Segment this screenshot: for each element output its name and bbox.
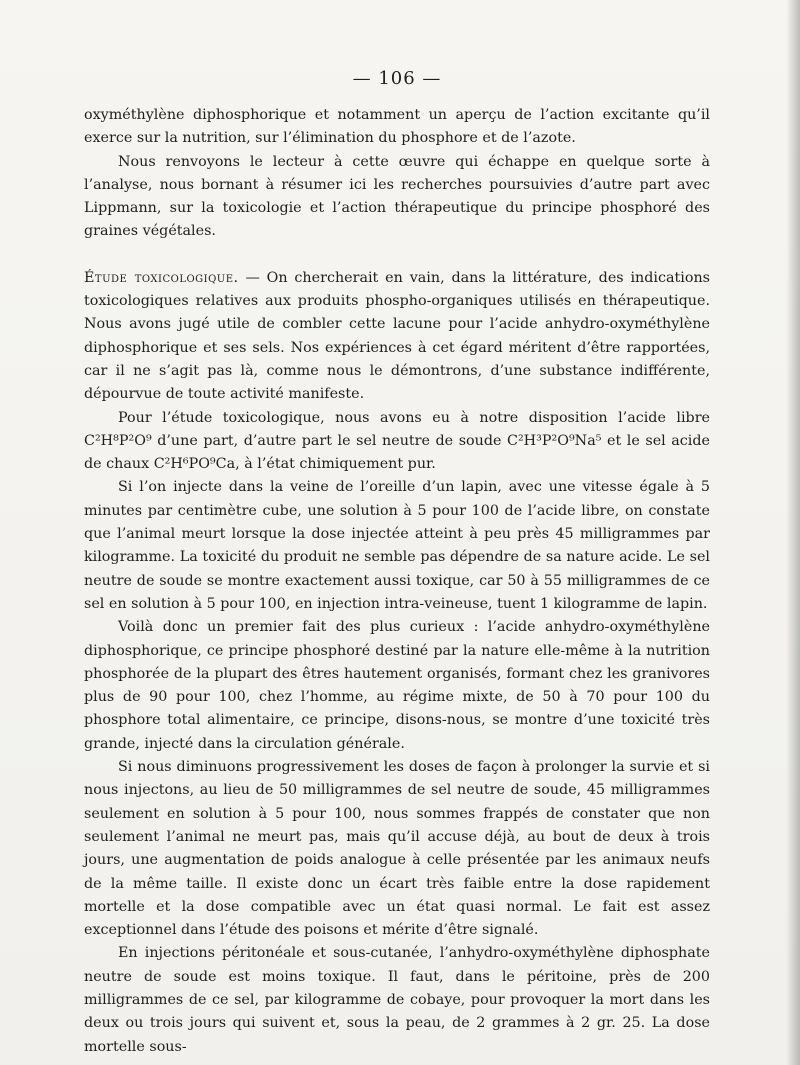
page-number: — 106 — [352, 68, 442, 89]
paragraph-etude-toxicologique [84, 267, 710, 407]
paragraph-formulas: Pour l’étude toxicologique, nous avons eu à notre disposition l’acide libre C²H⁸P²O⁹ d’une part, d’autre part le sel neutre de soude C²H³P²O⁹Na⁵ et le sel acide de chaux C²H⁶PO⁹Ca, à l’état chimiquement pur. [84, 409, 710, 473]
section-heading-text: — On chercherait en vain, dans la littérature, des indications toxicologiques relatives aux produits phospho-organiques utilisés en thérapeutique. Nous avons jugé utile de combler cette lacune pour l’acide anhydro-oxyméthylène diphosphorique et ses sels. Nos expériences à cet égard méritent d’être rapportées, car il ne s’agit pas là, comme nous le démontrons, d’une substance indifférente, dépourvue de toute activité manifeste. [84, 269, 710, 403]
paragraph-injections-peritoneale: En injections péritonéale et sous-cutanée, l’anhydro-oxyméthylène diphosphate neutre de soude est moins toxique. Il faut, dans le péritoine, près de 200 milligrammes de ce sel, par kilogramme de cobaye, pour provoquer la mort dans les deux ou trois jours qui suivent et, sous la peau, de 2 grammes à 2 gr. 25. La dose mortelle sous- [84, 945, 710, 1055]
paragraph-diminution-doses: Si nous diminuons progressivement les doses de façon à prolonger la survie et si nous injectons, au lieu de 50 milligrammes de sel neutre de soude, 45 milligrammes seulement en solution à 5 pour 100, nous sommes frappés de constater que non seulement l’animal ne meurt pas, mais qu’il accuse déjà, au bout de deux à trois jours, une augmentation de poids analogue à celle présentée par les animaux neufs de la même taille. Il existe donc un écart très faible entre la dose rapidement mortelle et la dose compatible avec un état quasi normal. Le fait est assez exceptionnel dans l’étude des poisons et mérite d’être signalé. [84, 759, 710, 939]
page-text-block [84, 66, 710, 1059]
paragraph-lippmann: Nous renvoyons le lecteur à cette œuvre qui échappe en quelque sorte à l’analyse, nous bornant à résumer ici les recherches poursuivies d’autre part avec Lippmann, sur la toxicologie et l’action thérapeutique du principe phosphoré des graines végétales. [84, 153, 710, 240]
paragraph-continuation: oxyméthylène diphosphorique et notamment un aperçu de l’action excitante qu’il exerce sur la nutrition, sur l’élimination du phosphore et de l’azote. [84, 107, 710, 147]
paragraph-injection-lapin: Si l’on injecte dans la veine de l’oreille d’un lapin, avec une vitesse égale à 5 minutes par centimètre cube, une solution à 5 pour 100 de l’acide libre, on constate que l’animal meurt lorsque la dose injectée atteint à peu près 45 milligrammes par kilogramme. La toxicité du produit ne semble pas dépendre de sa nature acide. Le sel neutre de soude se montre exactement aussi toxique, car 50 à 55 milligrammes de ce sel en solution à 5 pour 100, en injection intra-veineuse, tuent 1 kilogramme de lapin. [84, 479, 710, 612]
section-heading: Étude toxicologique. [84, 269, 239, 286]
paragraph-premier-fait: Voilà donc un premier fait des plus curieux : l’acide anhydro-oxyméthylène diphosphorique, ce principe phosphoré destiné par la nature elle-même à la nutrition phosphorée de la plupart des êtres hautement organisés, formant chez les granivores plus de 90 pour 100, chez l’homme, au régime mixte, de 50 à 70 pour 100 du phosphore total alimentaire, ce principe, disons-nous, se montre d’une toxicité très grande, injecté dans la circulation générale. [84, 619, 710, 752]
page-edge-shadow [786, 0, 800, 1065]
